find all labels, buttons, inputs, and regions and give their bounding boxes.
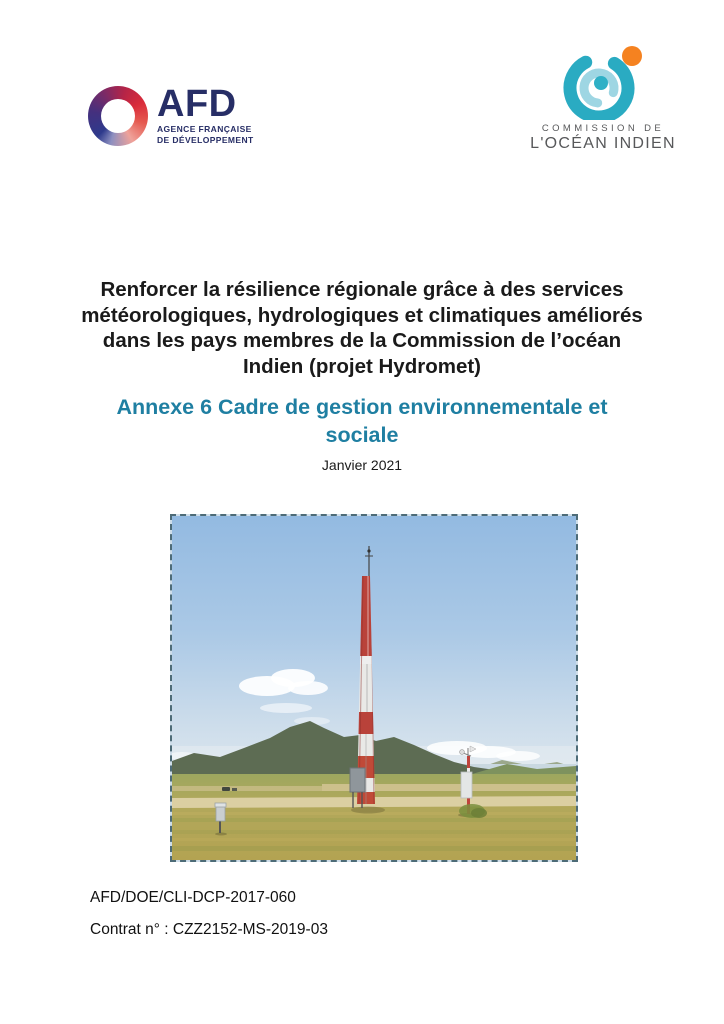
afd-tagline-line2: DE DÉVELOPPEMENT bbox=[157, 135, 254, 146]
coi-name-line2: L'OCÉAN INDIEN bbox=[530, 135, 676, 152]
afd-logo bbox=[88, 83, 254, 146]
coi-name-line1: COMMISSION DE bbox=[541, 123, 665, 134]
title-line: météorologiques, hydrologiques et climatiques améliorés bbox=[81, 303, 643, 327]
coi-swirl-icon bbox=[553, 44, 653, 120]
afd-acronym: AFD bbox=[157, 83, 237, 125]
title-line: Renforcer la résilience régionale grâce à des services bbox=[100, 278, 624, 301]
title-line: Indien (projet Hydromet) bbox=[242, 354, 482, 378]
afd-ring-icon bbox=[88, 86, 148, 146]
document-subtitle bbox=[52, 393, 672, 449]
coi-logo bbox=[528, 44, 678, 153]
title-line: dans les pays membres de la Commission de l’océan bbox=[102, 329, 622, 352]
afd-tagline bbox=[157, 124, 254, 146]
afd-ring-inner bbox=[101, 99, 135, 133]
subtitle-line: sociale bbox=[325, 423, 399, 447]
weather-station-photo bbox=[172, 516, 576, 860]
footer bbox=[90, 882, 328, 946]
document-reference: AFD/DOE/CLI-DCP-2017-060 bbox=[90, 889, 296, 906]
document-date: Janvier 2021 bbox=[321, 457, 403, 473]
afd-tagline-line1: AGENCE FRANÇAISE bbox=[157, 124, 252, 134]
subtitle-line: Annexe 6 Cadre de gestion environnementale et bbox=[116, 395, 608, 419]
cover-photo-frame bbox=[170, 514, 578, 862]
document-title bbox=[52, 277, 672, 379]
afd-logo-text bbox=[157, 83, 254, 146]
photo-sky bbox=[172, 516, 576, 778]
contract-number: Contrat n° : CZZ2152-MS-2019-03 bbox=[90, 921, 328, 938]
